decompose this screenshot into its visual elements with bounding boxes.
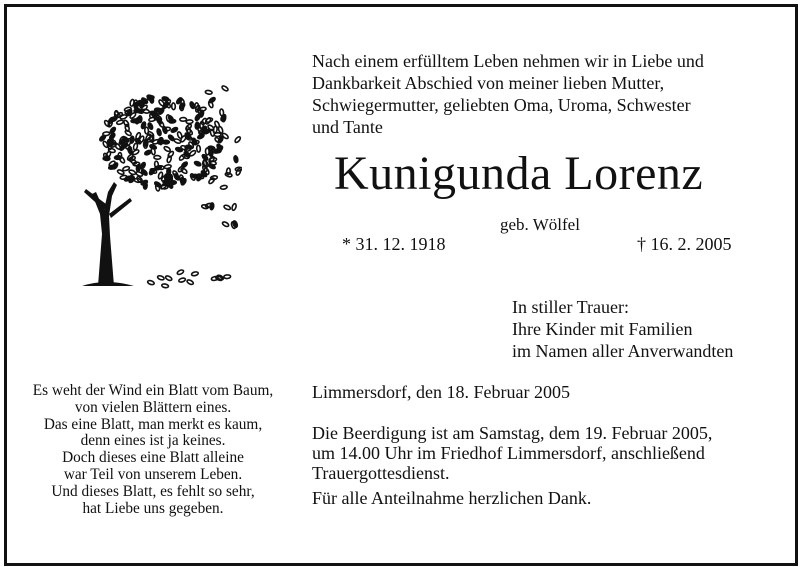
- leaf-shape: [220, 185, 227, 190]
- poem-line: von vielen Blättern eines.: [74, 398, 232, 416]
- leaf-shape: [232, 220, 238, 228]
- funeral-line: Trauergottesdienst.: [312, 463, 450, 483]
- leaf-shape: [210, 203, 214, 210]
- leaf-shape: [173, 173, 180, 181]
- poem-line: Und dieses Blatt, es fehlt so sehr,: [51, 482, 255, 500]
- windblown-tree-icon: [62, 64, 242, 294]
- intro-line: Dankbarkeit Abschied von meiner lieben Mutter,: [312, 73, 665, 93]
- intro-line: Nach einem erfülltem Leben nehmen wir in Liebe und: [312, 51, 704, 71]
- leaf-shape: [205, 90, 212, 95]
- intro-line: und Tante: [312, 117, 383, 137]
- leaf-shape: [224, 275, 231, 279]
- leaf-shape: [157, 275, 165, 281]
- leaf-shape: [147, 280, 155, 286]
- leaf-shape: [108, 117, 115, 125]
- mourners-block: [512, 296, 733, 362]
- leaf-shape: [134, 103, 139, 110]
- leaf-shape: [180, 167, 188, 174]
- leaf-shape: [172, 103, 176, 110]
- leaf-shape: [120, 175, 127, 180]
- leaf-shape: [164, 164, 171, 169]
- leaf-shape: [103, 132, 110, 136]
- maiden-name: geb. Wölfel: [500, 215, 580, 234]
- leaf-shape: [144, 150, 152, 156]
- leaf-shape: [177, 269, 185, 275]
- leaf-shape: [119, 156, 126, 164]
- death-date: † 16. 2. 2005: [637, 234, 732, 254]
- poem-line: hat Liebe uns gegeben.: [82, 499, 224, 517]
- leaf-shape: [130, 175, 134, 182]
- leaf-shape: [196, 145, 200, 152]
- leaf-shape: [208, 177, 215, 184]
- leaf-shape: [191, 271, 198, 276]
- leaf-shape: [112, 162, 119, 170]
- leaf-shape: [142, 109, 149, 114]
- poem-line: Doch dieses eine Blatt alleine: [62, 449, 244, 467]
- deceased-name: Kunigunda Lorenz: [334, 147, 704, 200]
- funeral-details: [312, 423, 712, 483]
- poem-line: denn eines ist ja keines.: [80, 432, 226, 450]
- leaf-shape: [186, 120, 193, 124]
- leaf-shape: [221, 85, 229, 92]
- leaf-shape: [129, 158, 137, 165]
- leaf-shape: [231, 203, 237, 211]
- leaf-shape: [156, 128, 161, 136]
- poem-line: Es weht der Wind ein Blatt vom Baum,: [32, 382, 274, 399]
- leaf-shape: [130, 136, 135, 143]
- leaf-shape: [154, 155, 161, 159]
- leaf-shape: [165, 275, 173, 281]
- leaf-shape: [222, 221, 230, 227]
- leaf-shape: [124, 129, 132, 136]
- poem: [22, 383, 284, 517]
- leaf-shape: [163, 146, 171, 153]
- leaf-shape: [235, 168, 241, 176]
- place-date: Limmersdorf, den 18. Februar 2005: [312, 382, 570, 402]
- mourners-line: im Namen aller Anverwandten: [512, 341, 734, 361]
- leaf-shape: [131, 119, 138, 123]
- intro-line: Schwiegermutter, geliebten Oma, Uroma, Schwester: [312, 95, 691, 115]
- leaf-shape: [145, 127, 149, 134]
- leaf-shape: [144, 139, 149, 146]
- leaf-shape: [234, 136, 241, 143]
- leaf-shape: [214, 149, 221, 153]
- leaf-shape: [186, 279, 194, 285]
- funeral-line: Die Beerdigung ist am Samstag, dem 19. Februar 2005,: [312, 423, 713, 443]
- leaf-shape: [149, 144, 157, 150]
- leaf-shape: [194, 161, 202, 167]
- leaf-shape: [128, 169, 136, 175]
- leaf-shape: [140, 162, 146, 170]
- intro-text: [312, 50, 704, 138]
- leaf-shape: [103, 157, 110, 161]
- leaf-shape: [205, 117, 213, 123]
- leaf-shape: [209, 150, 213, 157]
- leaf-shape: [223, 204, 231, 210]
- leaf-shape: [233, 156, 238, 163]
- mourners-line: Ihre Kinder mit Familien: [512, 319, 693, 339]
- funeral-line: um 14.00 Uhr im Friedhof Limmersdorf, anschließend: [312, 443, 705, 463]
- birth-date: * 31. 12. 1918: [342, 234, 446, 254]
- leaf-shape: [166, 155, 172, 163]
- thanks-text: Für alle Anteilnahme herzlichen Dank.: [312, 488, 592, 508]
- mourners-line: In stiller Trauer:: [512, 297, 629, 317]
- leaf-shape: [116, 120, 124, 125]
- leaf-shape: [178, 277, 186, 282]
- leaf-shape: [208, 97, 216, 104]
- leaf-shape: [161, 283, 168, 288]
- poem-line: war Teil von unserem Leben.: [63, 465, 243, 483]
- poem-line: Das eine Blatt, man merkt es kaum,: [43, 415, 263, 433]
